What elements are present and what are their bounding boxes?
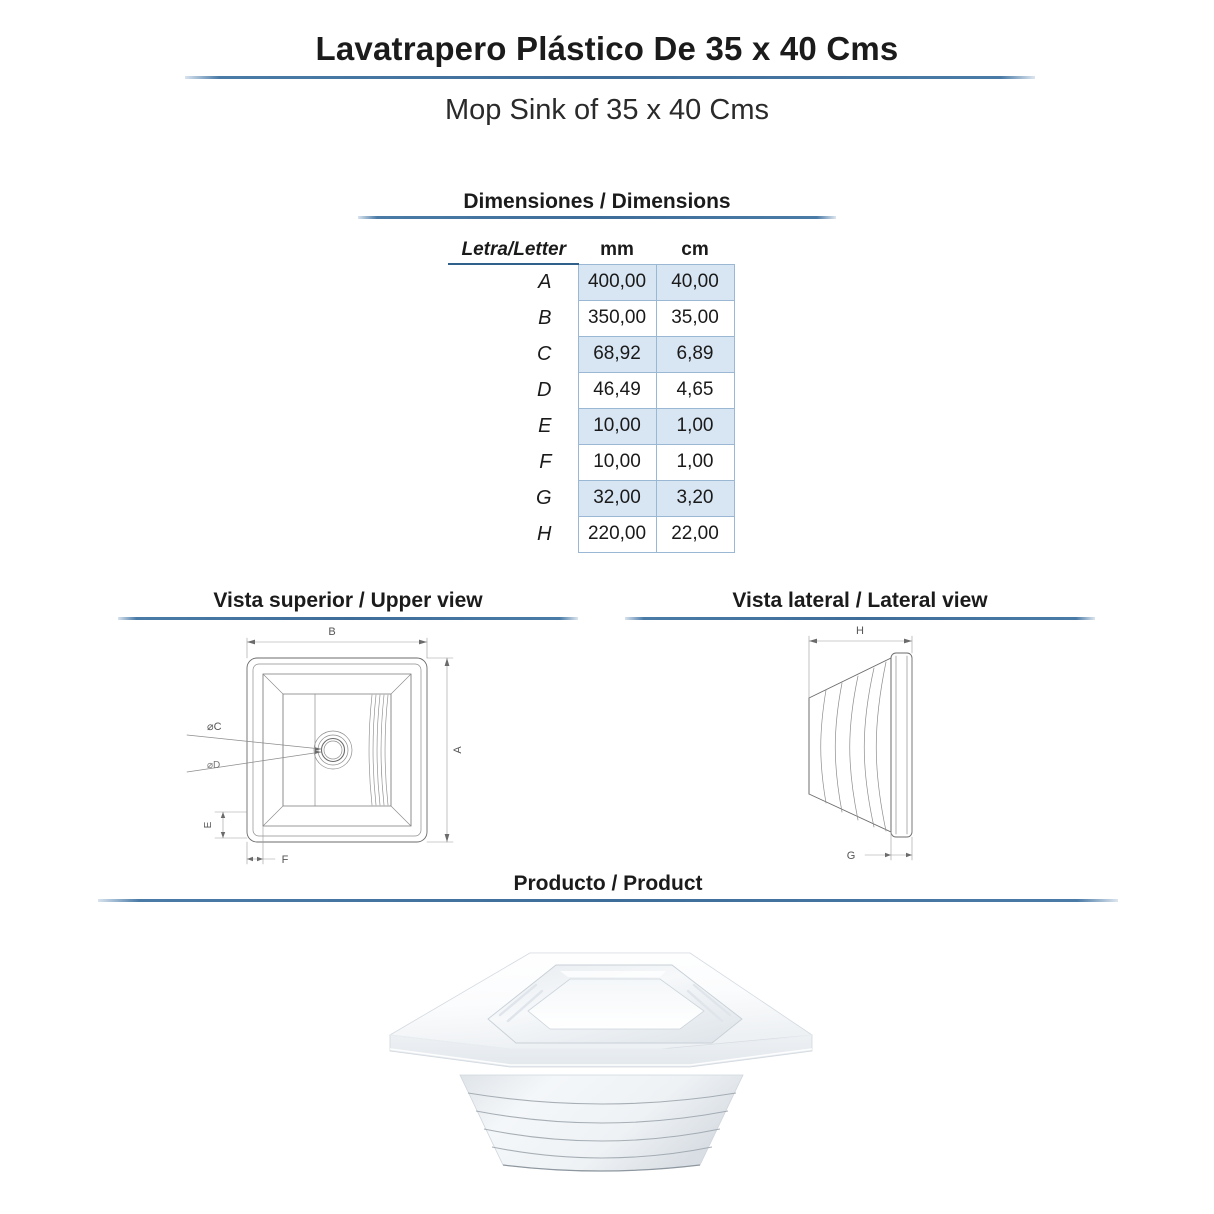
table-row [448,264,734,300]
cell-letter: B [538,306,552,329]
cell-letter: D [537,378,552,401]
cell-mm: 350,00 [578,300,656,336]
cell-mm: 10,00 [578,408,656,444]
cell-mm: 46,49 [578,372,656,408]
column-header-cm: cm [681,239,709,261]
page-subtitle: Mop Sink of 35 x 40 Cms [445,94,769,126]
drain-detail [314,731,352,769]
table-row [448,516,734,552]
label-dimension-g: G [846,850,856,862]
cell-cm: 3,20 [656,480,734,516]
cell-cm: 22,00 [656,516,734,552]
upper-view-divider [118,617,578,620]
table-header-row [448,237,734,264]
label-dimension-b: B [328,626,336,638]
dimension-a [427,658,453,842]
dimension-h [809,636,912,698]
section-title-product: Producto / Product [513,872,703,895]
table-row [448,444,734,480]
table-row [448,372,734,408]
flange-plate [891,653,912,837]
cell-cm: 1,00 [656,408,734,444]
label-dimension-f: F [281,854,289,866]
table-row [448,336,734,372]
cell-cm: 1,00 [656,444,734,480]
section-title-lateral-view: Vista lateral / Lateral view [732,589,988,612]
lateral-view-drawing [705,622,1015,872]
cell-letter: E [538,414,552,437]
cell-letter: A [538,271,552,293]
cell-mm: 32,00 [578,480,656,516]
cell-letter: F [539,450,552,473]
product-divider [98,899,1118,902]
cell-mm: 220,00 [578,516,656,552]
title-divider [185,76,1035,79]
dimensions-table [448,237,735,553]
cell-mm: 400,00 [578,264,656,300]
sink-outer-outline [247,658,427,842]
label-dimension-h: H [856,625,864,637]
cell-cm: 6,89 [656,336,734,372]
table-row [448,300,734,336]
cell-cm: 35,00 [656,300,734,336]
label-dimension-e: E [203,821,214,829]
dimension-b [247,638,427,658]
label-diameter-d: ⌀D [207,760,221,771]
cell-cm: 40,00 [656,264,734,300]
page-title: Lavatrapero Plástico De 35 x 40 Cms [315,30,899,67]
dimensions-divider [358,216,836,219]
cell-letter: G [535,486,552,509]
product-basin-underside [460,1075,743,1171]
upper-view-drawing [175,622,485,872]
column-header-mm: mm [600,239,634,261]
label-dimension-a: A [452,746,464,754]
label-diameter-c: ⌀C [207,721,222,733]
table-row [448,480,734,516]
cell-letter: H [537,522,552,545]
cell-cm: 4,65 [656,372,734,408]
lateral-view-divider [625,617,1095,620]
cell-letter: C [537,342,552,365]
dimension-e [215,812,247,838]
cell-mm: 10,00 [578,444,656,480]
cell-mm: 68,92 [578,336,656,372]
product-photo [360,915,840,1190]
table-row [448,408,734,444]
column-header-letter: Letra/Letter [448,237,578,264]
dimensions-table-body [448,264,734,552]
section-title-dimensions: Dimensiones / Dimensions [463,190,731,213]
section-title-upper-view: Vista superior / Upper view [213,589,483,612]
